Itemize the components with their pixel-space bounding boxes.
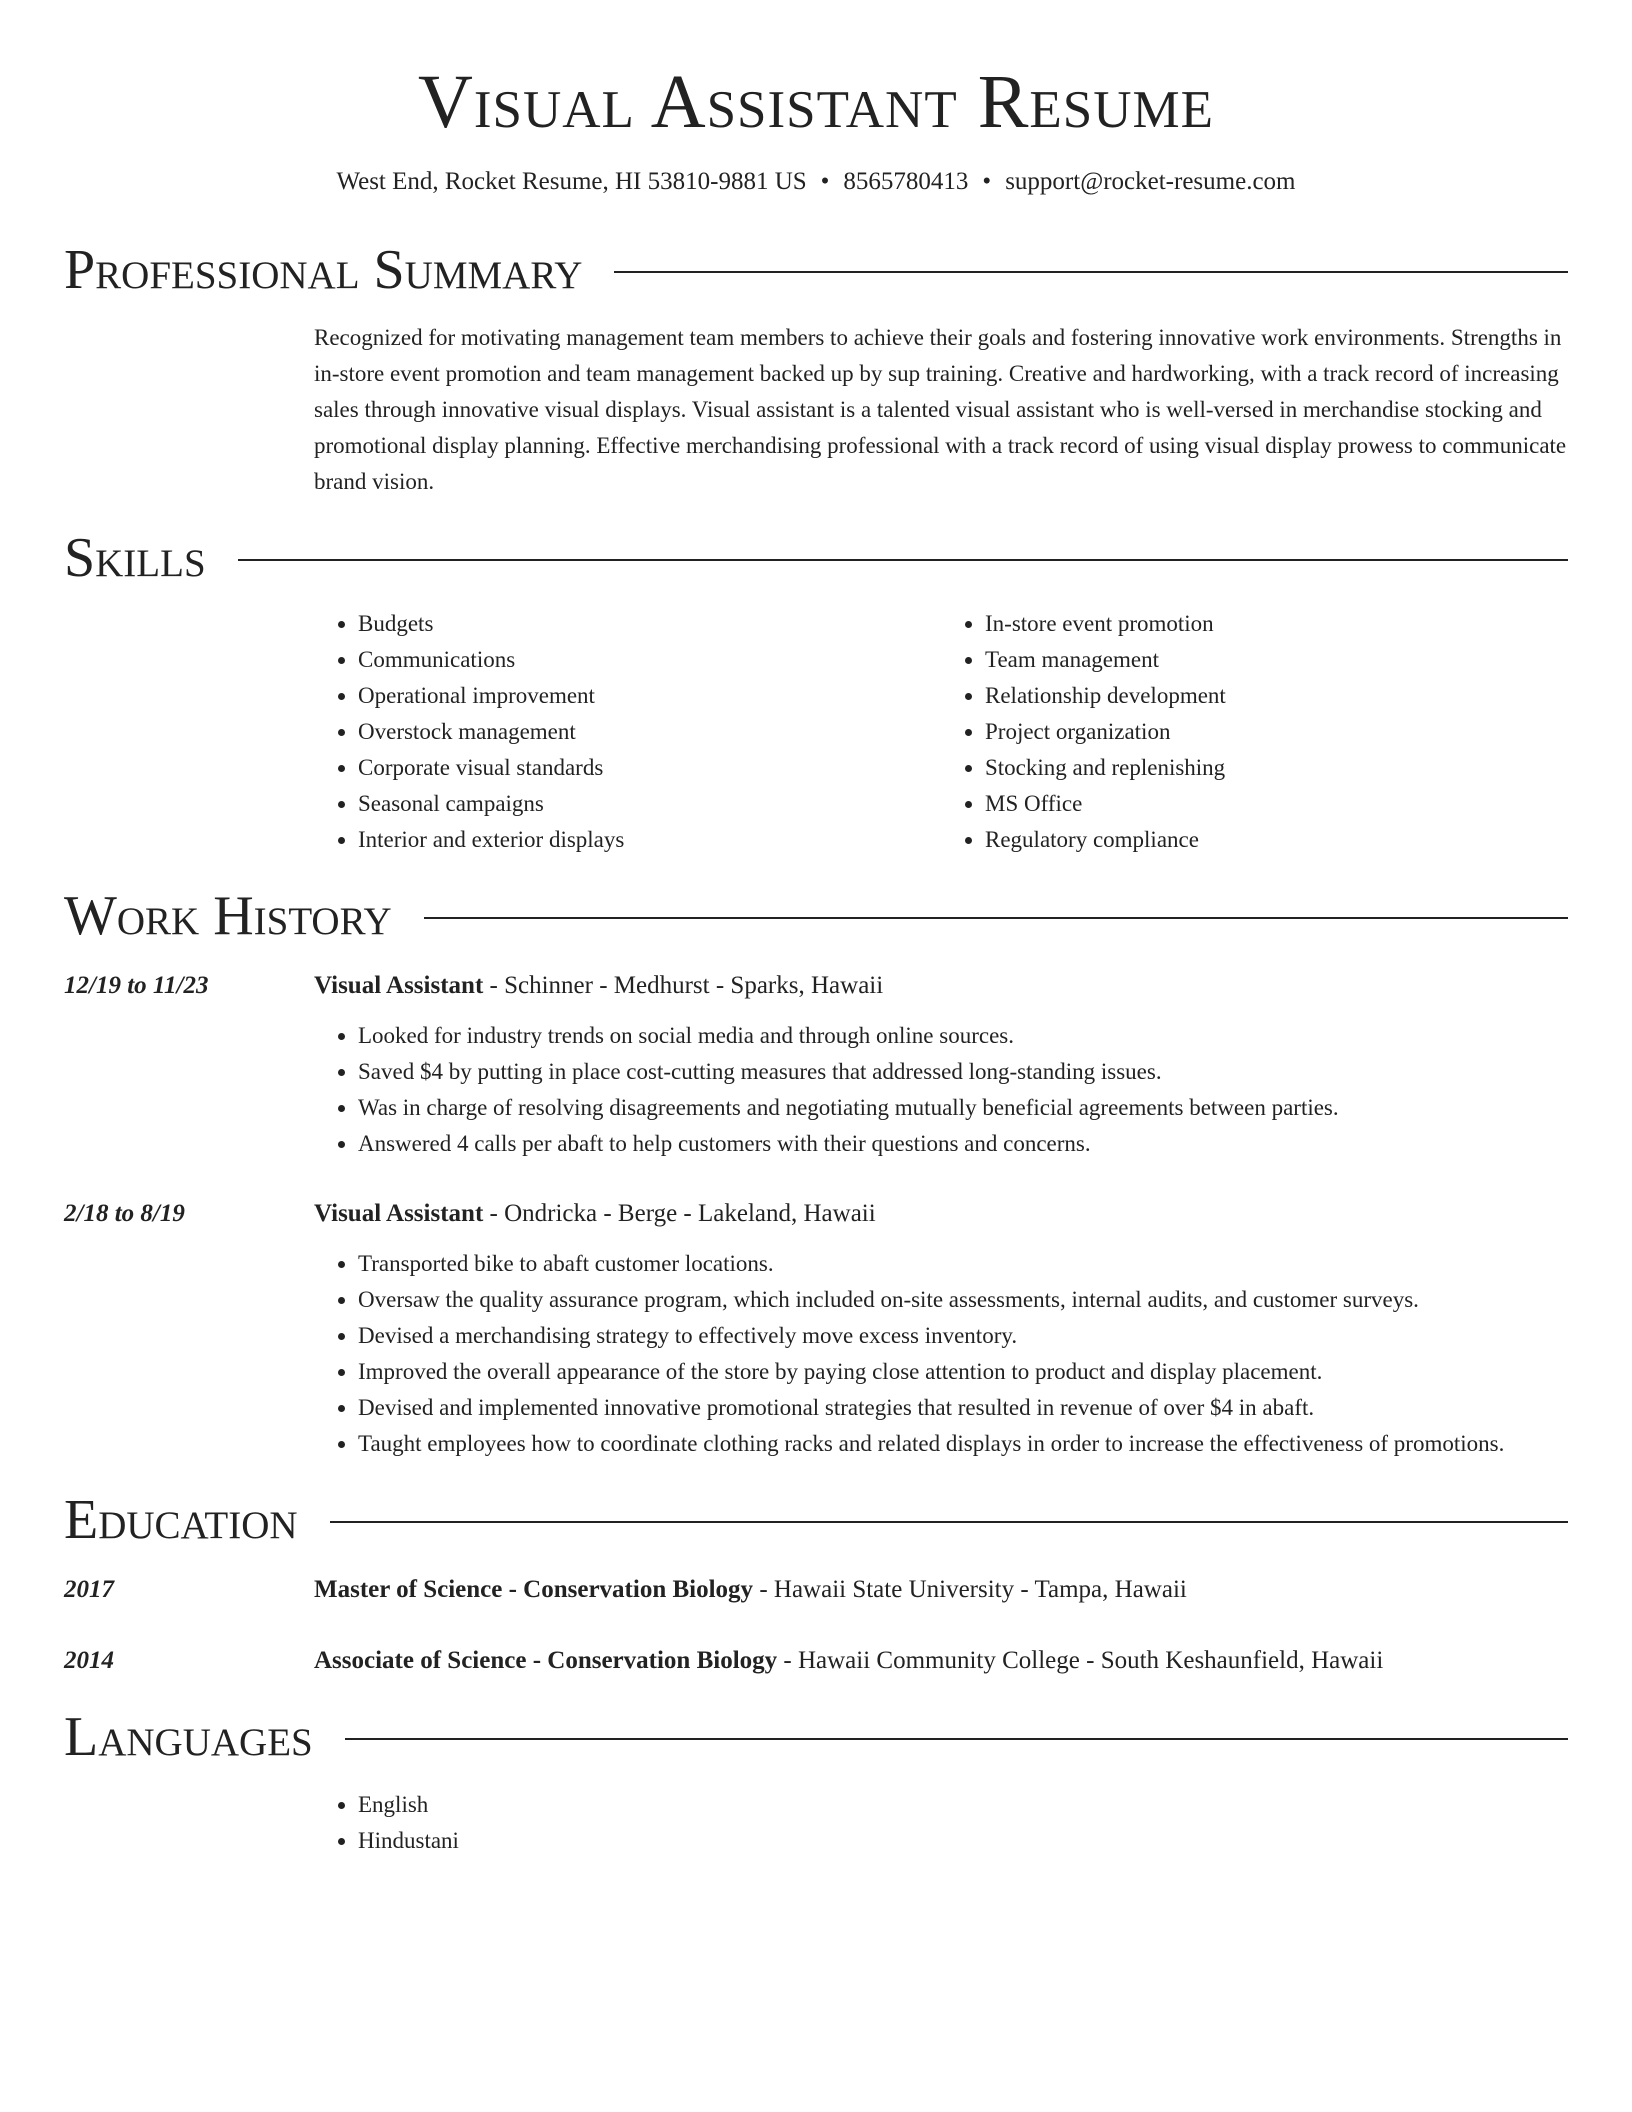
- work-dates: 2/18 to 8/19: [64, 1200, 185, 1227]
- contact-separator: •: [820, 168, 830, 195]
- section-divider: [330, 1521, 1568, 1523]
- work-title-line: [314, 968, 883, 1004]
- school-details: - Hawaii Community College - South Keshaunfield, Hawaii: [777, 1647, 1384, 1674]
- language-item: • English: [358, 1787, 1568, 1823]
- language-item: • Hindustani: [358, 1823, 1568, 1859]
- work-bullet: • Taught employees how to coordinate clothing racks and related displays in order to increase the effectiveness of promotions.: [358, 1426, 1568, 1462]
- education-year: 2017: [64, 1576, 114, 1603]
- skills-section-header: [64, 526, 1568, 590]
- education-entry: [64, 1643, 1568, 1679]
- skill-item: • In-store event promotion: [985, 606, 1568, 642]
- section-divider: [424, 917, 1568, 919]
- skill-item: • Interior and exterior displays: [358, 822, 941, 858]
- contact-phone: 8565780413: [843, 168, 969, 195]
- work-bullets: [314, 1018, 1568, 1162]
- skill-item: • Overstock management: [358, 714, 941, 750]
- skill-item: • Seasonal campaigns: [358, 786, 941, 822]
- skill-item: • Relationship development: [985, 678, 1568, 714]
- work-section-header: [64, 884, 1568, 948]
- work-bullet: • Was in charge of resolving disagreements and negotiating mutually beneficial agreements between parties.: [358, 1090, 1568, 1126]
- education-entry: [64, 1572, 1568, 1608]
- work-dates: 12/19 to 11/23: [64, 972, 209, 999]
- work-bullet: • Devised and implemented innovative promotional strategies that resulted in revenue of over $4 in abaft.: [358, 1390, 1568, 1426]
- skill-item: • Budgets: [358, 606, 941, 642]
- job-details: - Schinner - Medhurst - Sparks, Hawaii: [483, 972, 884, 999]
- skills-column-left: [314, 606, 941, 858]
- degree: Associate of Science - Conservation Biology: [314, 1647, 778, 1674]
- skill-item: • Regulatory compliance: [985, 822, 1568, 858]
- languages-section-header: [64, 1705, 1568, 1769]
- work-bullet: • Transported bike to abaft customer locations.: [358, 1246, 1568, 1282]
- school-details: - Hawaii State University - Tampa, Hawaii: [753, 1576, 1187, 1603]
- resume-title: Visual Assistant Resume: [417, 60, 1215, 144]
- education-title-line: [314, 1572, 1187, 1608]
- section-divider: [614, 271, 1568, 273]
- education-title-line: [314, 1643, 1383, 1679]
- skill-item: • Corporate visual standards: [358, 750, 941, 786]
- skill-item: • Project organization: [985, 714, 1568, 750]
- contact-email: support@rocket-resume.com: [1005, 168, 1296, 195]
- education-year: 2014: [64, 1647, 114, 1674]
- skill-item: • Stocking and replenishing: [985, 750, 1568, 786]
- section-divider: [345, 1738, 1568, 1740]
- work-bullet: • Devised a merchandising strategy to effectively move excess inventory.: [358, 1318, 1568, 1354]
- summary-section-header: [64, 238, 1568, 302]
- education-section-header: [64, 1488, 1568, 1552]
- summary-text: Recognized for motivating management team members to achieve their goals and fostering innovative work environments. Strengths in in-store event promotion and team management backed up by sup training. Creative and hardworking, with a track record of increasing sales through innovative visual displays. Visual assistant is a talented visual assistant who is well-versed in merchandise stocking and promotional display planning. Effective merchandising professional with a track record of using visual display prowess to communicate brand vision.: [314, 325, 1567, 494]
- education-heading: Education: [64, 1489, 298, 1551]
- job-details: - Ondricka - Berge - Lakeland, Hawaii: [483, 1200, 876, 1227]
- skill-item: • Operational improvement: [358, 678, 941, 714]
- work-entry: [64, 968, 1568, 1004]
- work-heading: Work History: [64, 885, 392, 947]
- job-title: Visual Assistant: [314, 1200, 484, 1227]
- degree: Master of Science - Conservation Biology: [314, 1576, 754, 1603]
- skill-item: • MS Office: [985, 786, 1568, 822]
- skills-column-right: [941, 606, 1568, 858]
- skill-item: • Communications: [358, 642, 941, 678]
- section-divider: [238, 559, 1568, 561]
- contact-separator: •: [982, 168, 992, 195]
- work-title-line: [314, 1196, 876, 1232]
- contact-address: West End, Rocket Resume, HI 53810-9881 US: [336, 168, 807, 195]
- work-bullets: [314, 1246, 1568, 1462]
- languages-list: [314, 1787, 1568, 1859]
- skill-item: • Team management: [985, 642, 1568, 678]
- work-bullet: • Answered 4 calls per abaft to help customers with their questions and concerns.: [358, 1126, 1568, 1162]
- languages-heading: Languages: [64, 1706, 313, 1768]
- work-bullet: • Saved $4 by putting in place cost-cutting measures that addressed long-standing issues.: [358, 1054, 1568, 1090]
- summary-heading: Professional Summary: [64, 239, 583, 301]
- work-bullet: • Oversaw the quality assurance program, which included on-site assessments, internal audits, and customer surveys.: [358, 1282, 1568, 1318]
- skills-list: [314, 606, 1568, 858]
- work-bullet: • Looked for industry trends on social media and through online sources.: [358, 1018, 1568, 1054]
- contact-line: [64, 166, 1568, 198]
- work-entry: [64, 1196, 1568, 1232]
- skills-heading: Skills: [64, 527, 206, 589]
- job-title: Visual Assistant: [314, 972, 484, 999]
- work-bullet: • Improved the overall appearance of the store by paying close attention to product and display placement.: [358, 1354, 1568, 1390]
